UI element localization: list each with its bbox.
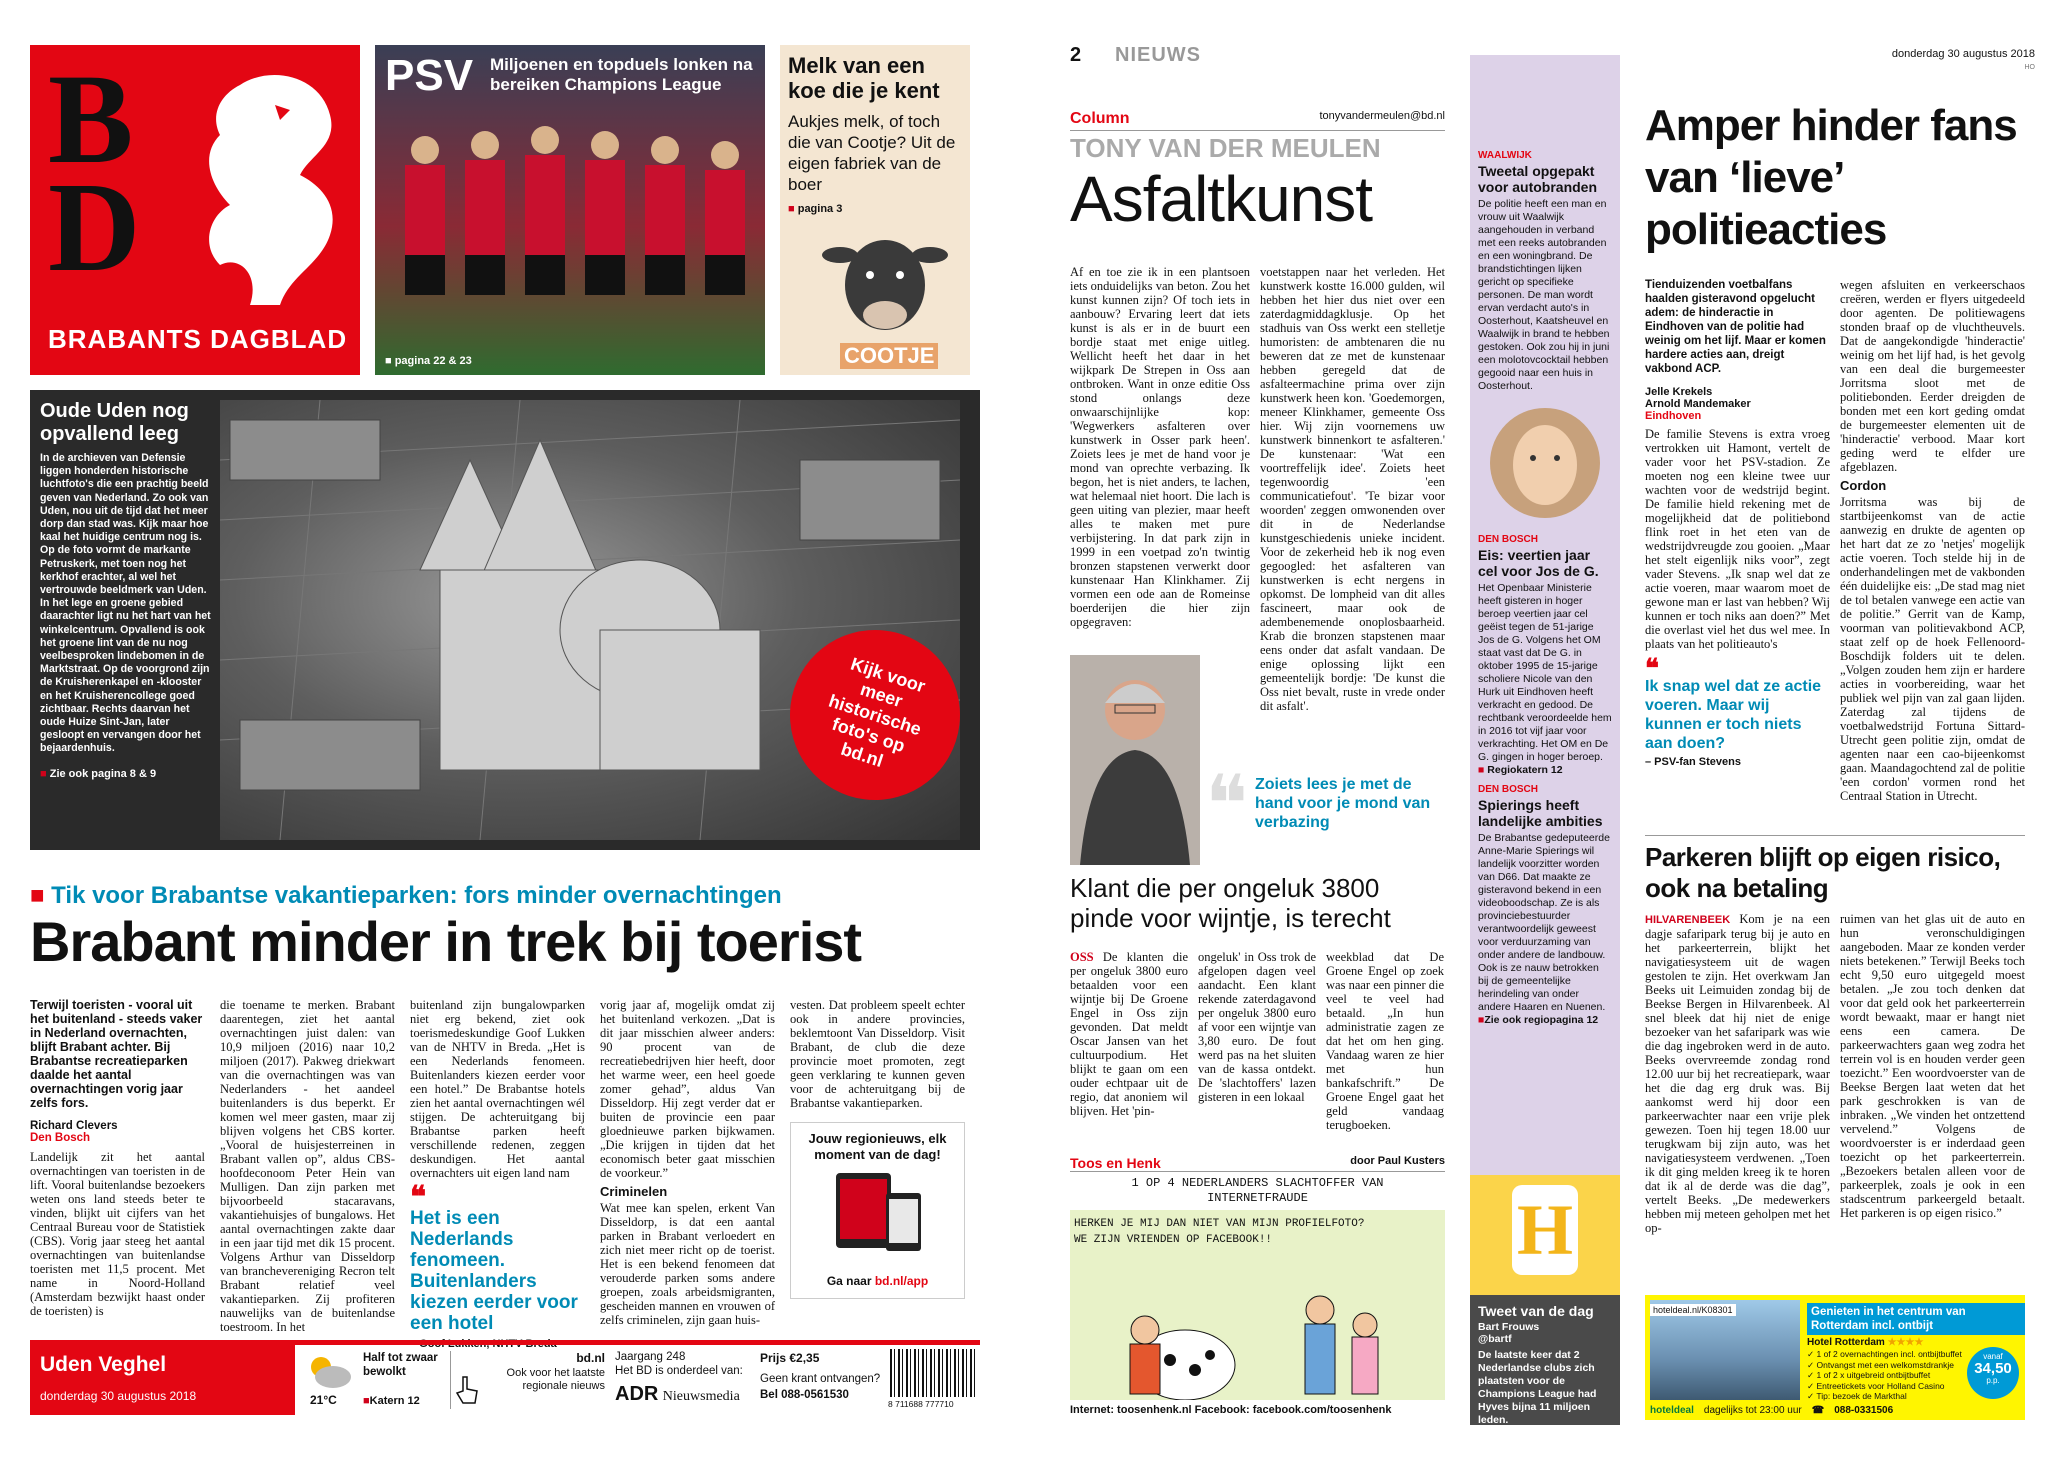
barcode xyxy=(890,1349,978,1397)
adr-name: Nieuwsmedia xyxy=(662,1389,740,1404)
article-subhead: Criminelen xyxy=(600,1184,668,1199)
column-body-2: voetstappen naar het verleden. Het kunstwerk kostte 16.000 gulden, wil hebben het hier dus niet over een zaterdagmiddagklusje. Op het stadhuis van Oss werkt een stelletje humoristen: de ambtenaren die nu beweren dat ze met de kunstenaar hebben geregeld dat de asfalteermachine prima over zijn kunstwerk heen kon. 'Goedemorgen, meneer Klinkhamer, gemeente Oss hier. Wij zijn voornemens uw kunstwerk binnenkort te asfalteren.' De kunstenaar: 'Wat een voortreffelijk idee'. Zoiets heet tegenwoordig 'een communicatiefout'. 'Te bizar voor woorden' zeggen omwonenden over dit in de Nederlandse kunstgeschiedenis unieke incident. Voor de zekerheid heb ik nog even gegoogled: het asfalteren van kunstwerken is echt nergens in opkomst. De lompheid van dit alles fascineert, maar ook de adembenemende onoplosbaarheid. Krab die bronzen stapstenen maar eens onder dat asfalt vandaan. De enige oplossing lijkt een gemeentelijk bordje: 'De kunst die Oss niet bevalt, ruste in vrede onder dit asfalt'. xyxy=(1260,265,1445,713)
ad-price-suffix: p.p. xyxy=(1986,1376,2000,1385)
column-email[interactable]: tonyvandermeulen@bd.nl xyxy=(1319,110,1445,122)
klant-location: OSS xyxy=(1070,950,1094,964)
klant-headline[interactable]: Klant die per ongeluk 3800 pinde voor wijntje, is terecht xyxy=(1070,873,1391,933)
hero-caption xyxy=(40,400,212,780)
sidebar-item-1 xyxy=(1470,55,1620,393)
delivery-text: Geen krant ontvangen? xyxy=(760,1373,881,1385)
amper-body-2b: Jorritsma was bij de startbijeenkomst van de actie aanwezig en drukte de agenten op het hart dat ze zo 'netjes' mogelijk actie voeren. Toch stelde hij in de onderhandelingen met de vakbonden één duidelijke eis: „De stad mag niet de tol betalen vanwege een actie van de politie.” Gerrit van de Kamp, voorman van politievakbond ACP, staat zelf op de hoek Fellenoord-Boschdijk folders uit te delen. „Volgen zouden hem zijn er hardere acties in voorbereiding, waar het publiek wel pijn van zal gaan lijden. Zaterdag zal tijdens de voetbalwedstrijd Fortuna Sittard-Utrecht geen politie zijn, omdat de agenten naar een cao-bijeenkomst gaan. Maandagochtend zal de politie 'een cordon' vormen rond het Centraal Station in Utrecht. xyxy=(1840,495,2025,803)
comic-characters xyxy=(1090,1270,1430,1400)
players-photo xyxy=(375,105,765,345)
column-header xyxy=(1070,110,1445,131)
promo-psv-headline: Miljoenen en topduels lonken na bereiken Champions League xyxy=(490,55,753,94)
promo-psv-page: ■ pagina 22 & 23 xyxy=(385,355,472,367)
sidebar-item-1-title[interactable]: Tweetal opgepakt voor autobranden xyxy=(1478,163,1598,195)
ad-bullet-text: Entreetickets voor Holland Casino xyxy=(1816,1380,1945,1391)
amper-location: Eindhoven xyxy=(1645,410,1702,422)
amper-col-1 xyxy=(1645,278,1830,768)
ad-hotel-name: Hotel Rotterdam xyxy=(1807,1337,1885,1348)
news-sidebar xyxy=(1470,55,1620,1425)
column-author: TONY VAN DER MEULEN xyxy=(1070,133,1381,163)
column-label: Column xyxy=(1070,110,1130,127)
amper-body-1: De familie Stevens is extra vroeg vertrokken uit Hamont, vertelt de vader voor het PSV-stadion. Ze moeten nog een kleine twee uur wachten voor de wedstrijd begint. De familie hield rekening met de mogelijkheid dat de politiebond flink roet in het eten van de wedstrijdvreugde zou gooien. „Maar het stelt eigenlijk niks voor”, zegt vader Stevens. „Ik snap wel dat ze actie voeren, maar waarom moet de gewone man er last van hebben? Wij kunnen er toch niks aan doen?” Met die overlast viel het dus wel mee. In plaats van het politieauto's xyxy=(1645,427,1830,651)
weather-temp: 21°C xyxy=(310,1393,337,1407)
logo-letter-d: D xyxy=(48,156,141,298)
comic-panel xyxy=(1070,1210,1445,1400)
ad-bullet: ✓ Tip: bezoek de Markthal xyxy=(1807,1391,1907,1401)
bd-logo-name: BRABANTS DAGBLAD xyxy=(48,324,348,354)
weather-page: ■Katern 12 xyxy=(363,1395,420,1407)
kicker-bullet: ■ xyxy=(30,882,52,909)
amper-intro: Tienduizenden voetbalfans haalden gisteravond opgelucht adem: de hinderactie in Eindhoven van de politie had weinig om het lijf. Maar er komen hardere acties aan, dreigt vakbond ACP. xyxy=(1645,279,1826,375)
article-col-5 xyxy=(790,998,965,1299)
ad-bullet-text: 1 of 2 x uitgebreid ontbijtbuffet xyxy=(1816,1370,1931,1380)
promo-psv-page-label: pagina 22 & 23 xyxy=(394,355,472,367)
lion-icon xyxy=(180,65,350,315)
comic-speech: HERKEN JE MIJ DAN NIET VAN MIJN PROFIELFOTO? WE ZIJN VRIENDEN OP FACEBOOK!! xyxy=(1074,1218,1365,1246)
footer-bar xyxy=(30,1340,980,1420)
h-badge xyxy=(1470,1175,1620,1295)
front-page xyxy=(30,40,980,1440)
adr-logo-letters: ADR xyxy=(615,1383,659,1405)
cow-icon xyxy=(820,225,950,335)
author-portrait xyxy=(1070,655,1200,865)
sidebar-item-2-ref: ■ Regiokatern 12 xyxy=(1478,764,1563,776)
badge-text: Kijk voor meer historische foto's op bd.nl xyxy=(826,653,928,771)
hoteldeal-logo[interactable]: hoteldeal xyxy=(1650,1405,1694,1416)
news-page-2 xyxy=(1065,40,2035,1440)
tweet-box xyxy=(1470,1295,1620,1425)
ad-phone[interactable]: 088-0331506 xyxy=(1834,1405,1894,1416)
star-icons: ★★★★ xyxy=(1887,1337,1924,1348)
article-body-1: Landelijk zit het aantal overnachtingen van toeristen in de lift. Vooral buitenlandse bezoekers weten ons land steeds beter te vinden, blijkt uit cijfers van het Centraal Bureau voor de Statistiek (CBS). Vorig jaar steeg het aantal overnachtingen van buitenlandse toeristen met 11,5 procent. Met name in Noord-Holland (Amsterdam bezwijkt haast onder de toeristen) is xyxy=(30,1150,205,1318)
amper-subhead: Cordon xyxy=(1840,478,1887,493)
parkeren-col-1 xyxy=(1645,912,1830,1235)
parkeren-col-1-text: Kom je na een dagje safaripark terug bij je auto en het parkeerterrein, blijkt het navigatiesysteem uit de wagen gestolen te zijn. Het overkwam Jan Beeks uit Leimuiden zondag bij de Beekse Bergen in Hilvarenbeek. Al snel bleek dat hij niet de enige bezoeker van het safaripark was wie die dag ingebroken werd in de auto. Beeks overvreemde zondag rond 12.00 uur bij het recreatiepark, waar het die dag erg druk was. Bij aankomst werd hij door een parkeerwachter naar een vrije plek gewezen. Toen hij tegen 18.00 uur terugkwam bij zijn auto, was het navigatiesysteem verdwenen. „Toen ik dit ging melden kreeg ik te horen dat ik al de derde was die dag”, vertelt Beeks. „De medewerkers hebben mij meteen geholpen met het op- xyxy=(1645,912,1830,1235)
app-cta-link[interactable]: bd.nl/app xyxy=(874,1274,929,1288)
amper-byline-1: Jelle Krekels xyxy=(1645,386,1713,398)
article-byline: Richard Clevers xyxy=(30,1120,118,1132)
web-text: Ook voor het laatste regionale nieuws xyxy=(506,1367,605,1392)
footer-divider xyxy=(450,1351,451,1409)
parkeren-location: HILVARENBEEK xyxy=(1645,914,1731,926)
article-intro: Terwijl toeristen - vooral uit het buitenland - steeds vaker in Nederland overnachten, blijft Brabant achter. Bij Brabantse recreatieparken daalde het aantal overnachtingen vorig jaar zelfs fors. xyxy=(30,998,203,1110)
klant-col-1 xyxy=(1070,950,1188,1118)
amper-byline-2: Arnold Mandemaker xyxy=(1645,398,1751,410)
main-article xyxy=(30,998,980,1350)
page-number: 2 xyxy=(1070,44,1082,66)
quote-icon: ❝ xyxy=(410,1181,427,1214)
hero-story xyxy=(30,390,980,850)
column-title[interactable]: Asfaltkunst xyxy=(1070,163,1373,235)
sidebar-item-3-location: DEN BOSCH xyxy=(1478,784,1539,795)
sidebar-item-1-text: De politie heeft een man en vrouw uit Waalwijk aangehouden in verband met een reeks autobranden en een woningbrand. De brandstichtingen lijken gericht op specifieke personen. De man wordt ervan verdacht auto's in Oosterhout, Kaatsheuvel en Waalwijk in brand te hebben gestoken. Ook zou hij in juni een molotovcocktail hebben gegooid naar een huis in Oosterhout. xyxy=(1478,198,1610,392)
sidebar-item-3-text: De Brabantse gedeputeerde Anne-Marie Spierings wil landelijk voorzitter worden van D66. Dat maakte ze gisteravond bekend in een videoboodschap. Ze is als provinciebestuurder verantwoordelijk geweest voor verduurzaming van onder andere de landbouw. Ook is ze nauw betrokken bij de gemeentelijke herindeling van onder andere Haaren en Nuenen. xyxy=(1478,832,1610,1013)
edition-name: Uden Veghel xyxy=(40,1353,167,1376)
web-link[interactable]: bd.nl xyxy=(576,1351,605,1365)
phone-icon: ☎ xyxy=(1811,1405,1825,1416)
kicker xyxy=(30,882,980,910)
hero-title: Oude Uden nog opvallend leeg xyxy=(40,400,189,445)
app-promo[interactable] xyxy=(790,1122,965,1299)
weather-page-label: Katern 12 xyxy=(369,1395,420,1407)
app-promo-title: Jouw regionieuws, elk moment van de dag! xyxy=(808,1131,947,1162)
comic-header xyxy=(1070,1155,1445,1172)
edition-date: donderdag 30 augustus 2018 xyxy=(40,1389,197,1403)
hero-text: In de archieven van Defensie liggen honderden historische luchtfoto's die een prachtig beeld geven van Nederland. Zo ook van Uden, nou uit de tijd dat het meer dorp dan stad was. Kijk maar hoe kaal het huidige centrum nog is. Op de foto vormt de markante Petruskerk, met toen nog het kerkhof erachter, al wel het vertrouwde beeldmerk van Uden. In het lege en groene gebied daarachter ligt nu het hart van het winkelcentrum. Opvallend is ook het groene lint van de nu nog veelbesproken lindebomen in de Marktstraat. Op de voorgrond zijn de Kruisherenkapel en -klooster en het Kruisherencollege goed zichtbaar. Rechts daarvan het oude Huize Sint-Jan, later gesloopt en vervangen door het bejaardenhuis. xyxy=(40,452,211,755)
article-location: Den Bosch xyxy=(30,1132,91,1144)
klant-col-1-text: De klanten die per ongeluk 3800 euro betaalden voor een wijntje bij De Groene Engel in Oss zijn gevonden. Dat meldt Oscar Jansen van het cultuurpodium. Het blijkt te gaan om een ouder echtpaar uit de regio, dat anoniem wil blijven. Het 'pin- xyxy=(1070,950,1189,1118)
article-body-3: buitenland zijn bungalowparken niet erg bekend, ziet ook toerismedeskundige Goof Lukken van de NHTV in Breda. „Het is een Nederlands fenomeen. Buitenlanders kiezen eerder voor een hotel.” De Brabantse hotels zien het aantal overnachtingen wél stijgen. De achteruitgang bij Brabantse parken heeft verschillende redenen, zeggen deskundigen. Het aantal overnachters uit eigen land nam xyxy=(410,998,585,1180)
sidebar-item-3 xyxy=(1470,776,1620,1026)
promo-melk[interactable] xyxy=(780,45,970,375)
weather-cloud-icon xyxy=(305,1353,353,1391)
klant-col-3: weekblad dat De Groene Engel op zoek was naar een pinner die veel te veel had betaald. „In hun administratie zagen ze dat het om hen ging. Vandaag waren ze hier met hun bankafschrift.” De Groene Engel gaat het geld vandaag terugboeken. xyxy=(1326,950,1444,1132)
sidebar-item-2-location: DEN BOSCH xyxy=(1478,534,1539,545)
sidebar-item-2-title[interactable]: Eis: veertien jaar cel voor Jos de G. xyxy=(1478,547,1599,579)
tweet-handle[interactable]: @bartf xyxy=(1478,1333,1512,1345)
article-quote-attr: – Goof Lukken, NHTV Breda xyxy=(410,1338,557,1350)
ad-title: Genieten in het centrum van Rotterdam incl. ontbijt xyxy=(1807,1303,2025,1335)
adr-logo xyxy=(615,1383,740,1406)
hero-see-also: ■ Zie ook pagina 8 & 9 xyxy=(40,767,157,780)
amper-quote xyxy=(1645,653,1830,768)
cootje-stamp: COOTJE xyxy=(840,343,938,369)
adr-text: Het BD is onderdeel van: xyxy=(615,1365,743,1377)
amper-col-2 xyxy=(1840,278,2025,803)
column-body-1: Af en toe zie ik in een plantsoen iets onduidelijks van beton. Zou het kunst kunnen zijn? Of toch iets in aanbouw? Ervaring leert dat iets kunst is als er in de buurt een bordje staat met enige uitleg. Wellicht heeft het daar in het wijkpark De Strepen in Oss aan ontbroken. Want in onze editie Oss stond onlangs deze onwaarschijnlijke kop: 'Wegwerkers asfalteren over kunstwerk in Osser park heen'. Zoiets lees je met de hand voor je mond van oprechte verbazing. Ik begon, het is niet anders, te lachen, wat helemaal niet hoort. Die lach is geen uiting van plezier, maar heeft alles te maken met pure verbijstering. In dat park zijn in 1999 in een voetpad zo'n twintig bronzen stapstenen verwerkt door kunstenaar Han Klinkhamer. Zij vormen een ode aan de Romeinse boerderijen die hier zijn opgegraven: xyxy=(1070,265,1250,629)
ad-bullet-text: 1 of 2 overnachtingen incl. ontbijtbuffet xyxy=(1816,1349,1962,1359)
tweet-author: Bart Frouws xyxy=(1478,1321,1540,1333)
article-body-4: vorig jaar af, mogelijk omdat zij het buitenland verkozen. „Dat is dit jaar misschien alweer anders: 90 procent van de recreatiebedrijven hier heeft, door het warme weer, een heel goede zomer gehad”, aldus Van Disseldorp. Hij zegt verder dat er buiten de provincie een paar gloednieuwe parken bijkwamen. „Die krijgen in tijden dat het economisch beter gaat misschien de voorkeur.” xyxy=(600,998,775,1180)
promo-psv-title: PSV xyxy=(385,51,474,100)
article-col-4 xyxy=(600,998,775,1327)
comic-title: Toos en Henk xyxy=(1070,1155,1161,1171)
promo-psv[interactable] xyxy=(375,45,765,375)
promo-melk-page-label: pagina 3 xyxy=(797,203,843,215)
victim-portrait xyxy=(1480,403,1610,523)
edition-box xyxy=(30,1345,295,1415)
ad-bullet: ✓ Entreetickets voor Holland Casino xyxy=(1807,1380,1945,1391)
jaargang: Jaargang 248 xyxy=(615,1351,686,1363)
column-quote xyxy=(1205,760,1445,849)
article-col-1 xyxy=(30,998,205,1318)
logo-letter-b: B xyxy=(48,48,134,190)
quote-icon: ❝ xyxy=(1645,653,1659,683)
ad-price: 34,50 xyxy=(1974,1360,2012,1377)
section-label: NIEUWS xyxy=(1115,44,1201,66)
ad-price-badge xyxy=(1967,1347,2019,1399)
promo-melk-page: ■ pagina 3 xyxy=(788,203,843,215)
tweet-text: De laatste keer dat 2 Nederlandse clubs zich plaatsten voor de Champions League had Hyves bijna 11 miljoen leden. xyxy=(1478,1349,1597,1426)
tablet-phone-icon xyxy=(836,1173,926,1253)
delivery-phone[interactable]: Bel 088-0561530 xyxy=(760,1389,849,1401)
article-body-4b: Wat mee kan spelen, erkent Van Disseldorp, is dat een aantal parken in Brabant verloedert en zich niet meer richt op de toerist. Het is een bekend fenomeen dat verouderde parken soms andere groepen, zoals arbeidsmigranten, gescheiden mannen en vrouwen of zelfs criminelen, zijn gaan huis- xyxy=(600,1201,775,1327)
ad-code: hoteldeal.nl/K08301 xyxy=(1650,1304,1736,1316)
sidebar-item-2-text: Het Openbaar Ministerie heeft gisteren in hoger beroep veertien jaar cel geëist tegen de 51-jarige Jos de G. Volgens het OM staat vast dat De G. in oktober 1995 de 15-jarige scholiere Nicole van den Hurk uit Eindhoven heeft verkracht en gedood. De rechtbank veroordeelde hem in 2016 tot vijf jaar voor verkrachting. Het OM en De G. gingen in hoger beroep. xyxy=(1478,582,1612,763)
sidebar-item-2 xyxy=(1470,528,1620,776)
amper-headline[interactable]: Amper hinder fans van ‘lieve’ politieacties xyxy=(1645,101,2017,254)
ad-bullet: ✓ Ontvangst met een welkomstdrankje xyxy=(1807,1359,1954,1370)
klant-col-2: ongeluk' in Oss trok de afgelopen dagen veel aandacht. Een klant rekende zaterdagavond per ongeluk 3800 euro af voor een wijntje van 3,80 euro. De fout werd pas na het sluiten van de kassa ontdekt. De 'slachtoffers' lazen gisteren in een lokaal xyxy=(1198,950,1316,1104)
sidebar-item-1-location: WAALWIJK xyxy=(1478,150,1532,161)
weather-text: Half tot zwaar bewolkt xyxy=(363,1352,438,1378)
column-quote-text: Zoiets lees je met de hand voor je mond van verbazing xyxy=(1255,776,1431,831)
barcode-number: 8 711688 777710 xyxy=(888,1399,954,1409)
sidebar-item-3-title[interactable]: Spierings heeft landelijke ambities xyxy=(1478,797,1603,829)
promo-melk-title: Melk van een koe die je kent xyxy=(788,53,940,103)
sidebar-item-3-ref-label: Zie ook regiopagina 12 xyxy=(1484,1014,1599,1026)
ad-hotel xyxy=(1807,1337,1923,1348)
parkeren-col-2: ruimen van het glas uit de auto en hun veronschuldigingen aangeboden. Maar ze konden verder niets betekenen.” Terwijl Beeks toch echt 9,50 euro uitgegeld moest betalen. „Je zou toch denken dat voor dat geld ook het parkeerterrein wordt bewaakt, maar er hangt niet eens een camera. De parkeerwachters gaan weg zodra het terrein vol is en houden verder geen toezicht.” Een woordvoerster van de Beekse Bergen laat weten dat het park geschrokken is van de inbraken. „We vinden het ontzettend vervelend.” Volgens de woordvoerster is er inderdaad geen toezicht op het parkeerterrein. „Bezoekers betalen alleen voor de parkeerplek, zoals je ook in een stadscentrum parkeergeld betaalt. Het parkeren is op eigen risico.” xyxy=(1840,912,2025,1220)
column-section xyxy=(1070,110,1445,234)
comic-author: door Paul Kusters xyxy=(1350,1155,1445,1167)
comic-caption: 1 OP 4 NEDERLANDERS SLACHTOFFER VAN INTERNETFRAUDE xyxy=(1131,1176,1384,1205)
page-code: HO xyxy=(2024,64,2035,71)
amper-quote-attr: – PSV-fan Stevens xyxy=(1645,756,1741,768)
sidebar-item-3-ref: ■Zie ook regiopagina 12 xyxy=(1478,1014,1599,1026)
amper-body-2: wegen afsluiten en verkeerschaos creëren, werden er flyers uitgedeeld door agenten. De politiewagens stonden braaf op de vluchtheuvels. Dat de aangekondigde 'hinderactie' weinig om het lijf had, is het gevolg van een deal die burgemeester Jorritsma sloot met de politiebonden. Eerder dreigden de bonden met een kort geding omdat de burgemeester elementen uit de 'hinderactie' verbood. Maar kort geding werd te elfder ure afgeblazen. xyxy=(1840,278,2025,474)
app-promo-cta[interactable] xyxy=(791,1274,964,1288)
hoteldeal-ad[interactable] xyxy=(1645,1295,2025,1420)
article-col-3 xyxy=(410,998,585,1350)
main-headline[interactable]: Brabant minder in trek bij toerist xyxy=(30,910,862,973)
author-photo xyxy=(1070,655,1200,865)
bd-logo-letters xyxy=(48,48,141,298)
amper-quote-text: Ik snap wel dat ze actie voeren. Maar wij kunnen er toch niets aan doen? xyxy=(1645,678,1822,752)
promo-melk-text: Aukjes melk, of toch die van Cootje? Uit de eigen fabriek van de boer xyxy=(788,112,956,194)
article-col-2: die toename te merken. Brabant daarentegen, ziet het aantal overnachtingen juist dalen: van 10,9 miljoen (2016) naar 10,2 miljoen (2017). Pakweg driekwart van die overnachtingen was van Nederlanders - het aandeel buitenlanders is dus beperkt. Er komen wel meer gasten, maar zij blijven volgens het CBS korter. „Vooral de huisjesterreinen in Brabant vallen op”, aldus CBS-hoofdeconoom Peter Hein van Mulligen. Dan zijn parken met bijvoorbeeld stacaravans, vakantiehuisjes of bungalows. Het aantal overnachtingen zakte daar in een jaar tijd met dik 15 procent. Volgens Arthur van Disseldorp van branchevereniging Recron telt Brabant relatief veel vakantieparken. Zij profiteren nauwelijks van de buitenlandse toestroom. In het xyxy=(220,998,395,1334)
price: Prijs €2,35 xyxy=(760,1351,820,1365)
ad-footer xyxy=(1650,1405,2020,1416)
tweet-label: Tweet van de dag xyxy=(1478,1303,1594,1319)
article-quote xyxy=(410,1181,585,1350)
comic-strip xyxy=(1070,1155,1445,1425)
article-quote-text: Het is een Nederlands fenomeen. Buitenlanders kiezen eerder voor een hotel xyxy=(410,1208,578,1334)
kicker-text: Tik voor Brabantse vakantieparken: fors minder overnachtingen xyxy=(51,882,782,909)
ad-bullet: ✓ 1 of 2 overnachtingen incl. ontbijtbuffet xyxy=(1807,1349,1962,1359)
h-letter: H xyxy=(1512,1185,1578,1275)
quote-icon: ❝ xyxy=(1205,760,1249,849)
comic-footer[interactable]: Internet: toosenhenk.nl Facebook: facebook.com/toosenhenk xyxy=(1070,1404,1392,1416)
hero-see-also-label: Zie ook pagina 8 & 9 xyxy=(49,767,157,780)
ad-bullet-text: Ontvangst met een welkomstdrankje xyxy=(1816,1359,1954,1370)
page-date: donderdag 30 augustus 2018 xyxy=(1891,48,2035,60)
ad-bullet: ✓ 1 of 2 x uitgebreid ontbijtbuffet xyxy=(1807,1370,1931,1380)
rotterdam-photo xyxy=(1650,1300,1800,1400)
ad-price-prefix: vanaf xyxy=(1983,1352,2003,1361)
ad-bullets xyxy=(1807,1349,1962,1402)
ad-bullet-text: Tip: bezoek de Markthal xyxy=(1816,1391,1907,1401)
sidebar-item-2-ref-label: Regiokatern 12 xyxy=(1487,764,1563,776)
hand-pointer-icon xyxy=(455,1375,481,1405)
ad-hours: dagelijks tot 23:00 uur xyxy=(1703,1405,1802,1416)
article-body-5: vesten. Dat probleem speelt echter ook in andere provincies, beklemtoont Van Disseldorp. Visit Brabant, de club die deze provincie moet promoten, zegt geen verklaring te kunnen geven voor de achteruitgang bij de Brabantse vakantieparken. xyxy=(790,998,965,1110)
bd-logo[interactable] xyxy=(30,45,360,375)
app-cta-prefix: Ga naar xyxy=(826,1274,875,1288)
parkeren-headline[interactable]: Parkeren blijft op eigen risico, ook na betaling xyxy=(1645,835,2025,904)
